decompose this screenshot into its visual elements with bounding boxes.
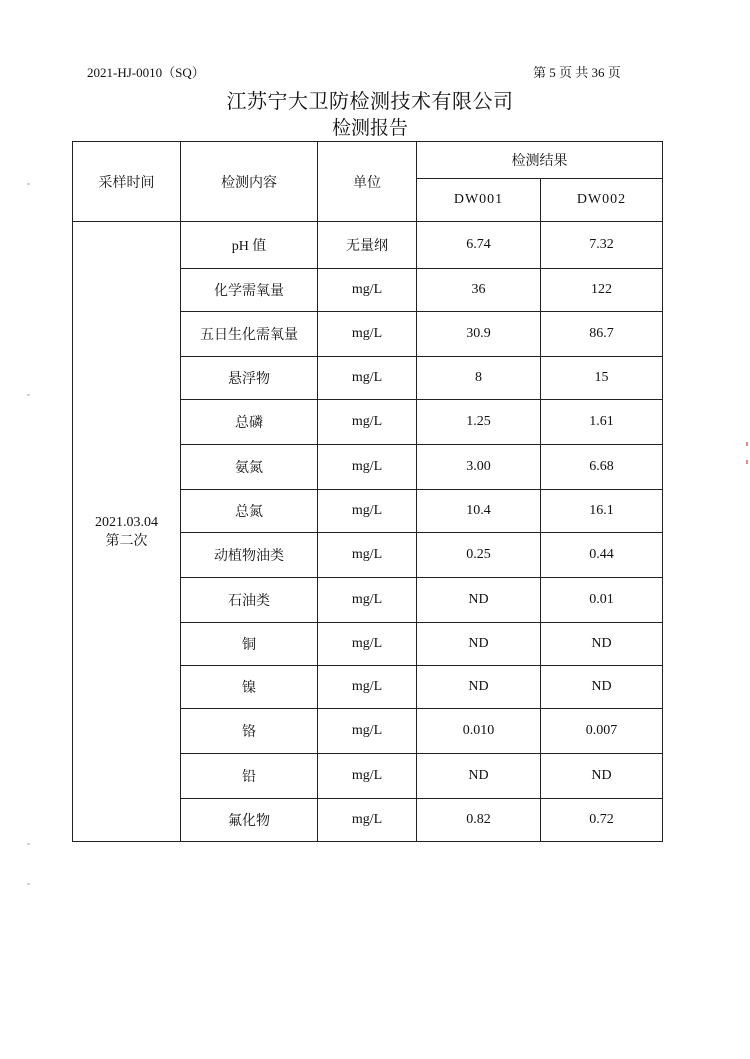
item-cell: 化学需氧量 xyxy=(181,269,318,312)
dw001-value: 1.25 xyxy=(417,400,541,445)
report-title: 检测报告 xyxy=(331,118,408,139)
item-cell: 动植物油类 xyxy=(181,533,318,578)
dw002-value: 15 xyxy=(541,357,663,400)
unit-cell: mg/L xyxy=(318,400,417,445)
dw002-value: 122 xyxy=(541,269,663,312)
dw002-value: 1.61 xyxy=(541,400,663,445)
item-cell: 氨氮 xyxy=(181,445,318,490)
dw002-value: 0.01 xyxy=(541,578,663,623)
unit-cell: mg/L xyxy=(318,445,417,490)
unit-cell: mg/L xyxy=(318,623,417,666)
unit-cell: mg/L xyxy=(318,269,417,312)
header-row xyxy=(73,142,663,179)
scan-speck xyxy=(27,183,30,185)
dw001-value: ND xyxy=(417,623,541,666)
company-name: 江苏宁大卫防检测技术有限公司 xyxy=(226,91,514,113)
dw001-value: 0.25 xyxy=(417,533,541,578)
item-cell: 总磷 xyxy=(181,400,318,445)
item-cell: 镍 xyxy=(181,666,318,709)
dw001-value: 30.9 xyxy=(417,312,541,357)
document-code: 2021-HJ-0010（SQ） xyxy=(87,65,205,80)
unit-cell: mg/L xyxy=(318,312,417,357)
sample-date: 2021.03.04 xyxy=(95,514,158,530)
item-cell: pH 值 xyxy=(181,222,318,269)
unit-cell: mg/L xyxy=(318,357,417,400)
table-row xyxy=(73,222,663,269)
sample-round: 第二次 xyxy=(105,533,148,549)
unit-cell: mg/L xyxy=(318,578,417,623)
header-result: 检测结果 xyxy=(417,142,663,179)
dw002-value: 16.1 xyxy=(541,490,663,533)
header-site-dw002: DW002 xyxy=(541,179,663,222)
unit-cell: mg/L xyxy=(318,666,417,709)
dw002-value: ND xyxy=(541,623,663,666)
unit-cell: mg/L xyxy=(318,490,417,533)
item-cell: 悬浮物 xyxy=(181,357,318,400)
scan-speck xyxy=(27,394,30,396)
scan-speck xyxy=(27,883,30,885)
dw001-value: 10.4 xyxy=(417,490,541,533)
scan-edge-mark xyxy=(746,460,748,464)
page-number: 第 5 页 共 36 页 xyxy=(533,65,621,80)
unit-cell: mg/L xyxy=(318,533,417,578)
scan-edge-mark xyxy=(746,442,748,446)
item-cell: 铬 xyxy=(181,709,318,754)
item-cell: 铅 xyxy=(181,754,318,799)
dw002-value: 86.7 xyxy=(541,312,663,357)
unit-cell: mg/L xyxy=(318,799,417,842)
dw001-value: 36 xyxy=(417,269,541,312)
unit-cell: mg/L xyxy=(318,709,417,754)
item-cell: 总氮 xyxy=(181,490,318,533)
dw002-value: 0.44 xyxy=(541,533,663,578)
dw001-value: 0.010 xyxy=(417,709,541,754)
sample-time-cell xyxy=(73,222,181,842)
item-cell: 五日生化需氧量 xyxy=(181,312,318,357)
item-cell: 氟化物 xyxy=(181,799,318,842)
header-item: 检测内容 xyxy=(181,142,318,222)
dw002-value: 7.32 xyxy=(541,222,663,269)
dw001-value: 3.00 xyxy=(417,445,541,490)
dw002-value: 6.68 xyxy=(541,445,663,490)
dw001-value: ND xyxy=(417,578,541,623)
dw001-value: 0.82 xyxy=(417,799,541,842)
unit-cell: mg/L xyxy=(318,754,417,799)
dw001-value: ND xyxy=(417,754,541,799)
item-cell: 石油类 xyxy=(181,578,318,623)
header-site-dw001: DW001 xyxy=(417,179,541,222)
results-table xyxy=(72,141,663,842)
header-sample-time: 采样时间 xyxy=(73,142,181,222)
dw001-value: 6.74 xyxy=(417,222,541,269)
header-unit: 单位 xyxy=(318,142,417,222)
unit-cell: 无量纲 xyxy=(318,222,417,269)
dw002-value: ND xyxy=(541,666,663,709)
dw002-value: ND xyxy=(541,754,663,799)
dw002-value: 0.72 xyxy=(541,799,663,842)
dw001-value: ND xyxy=(417,666,541,709)
scan-speck xyxy=(27,843,30,845)
dw002-value: 0.007 xyxy=(541,709,663,754)
dw001-value: 8 xyxy=(417,357,541,400)
item-cell: 铜 xyxy=(181,623,318,666)
